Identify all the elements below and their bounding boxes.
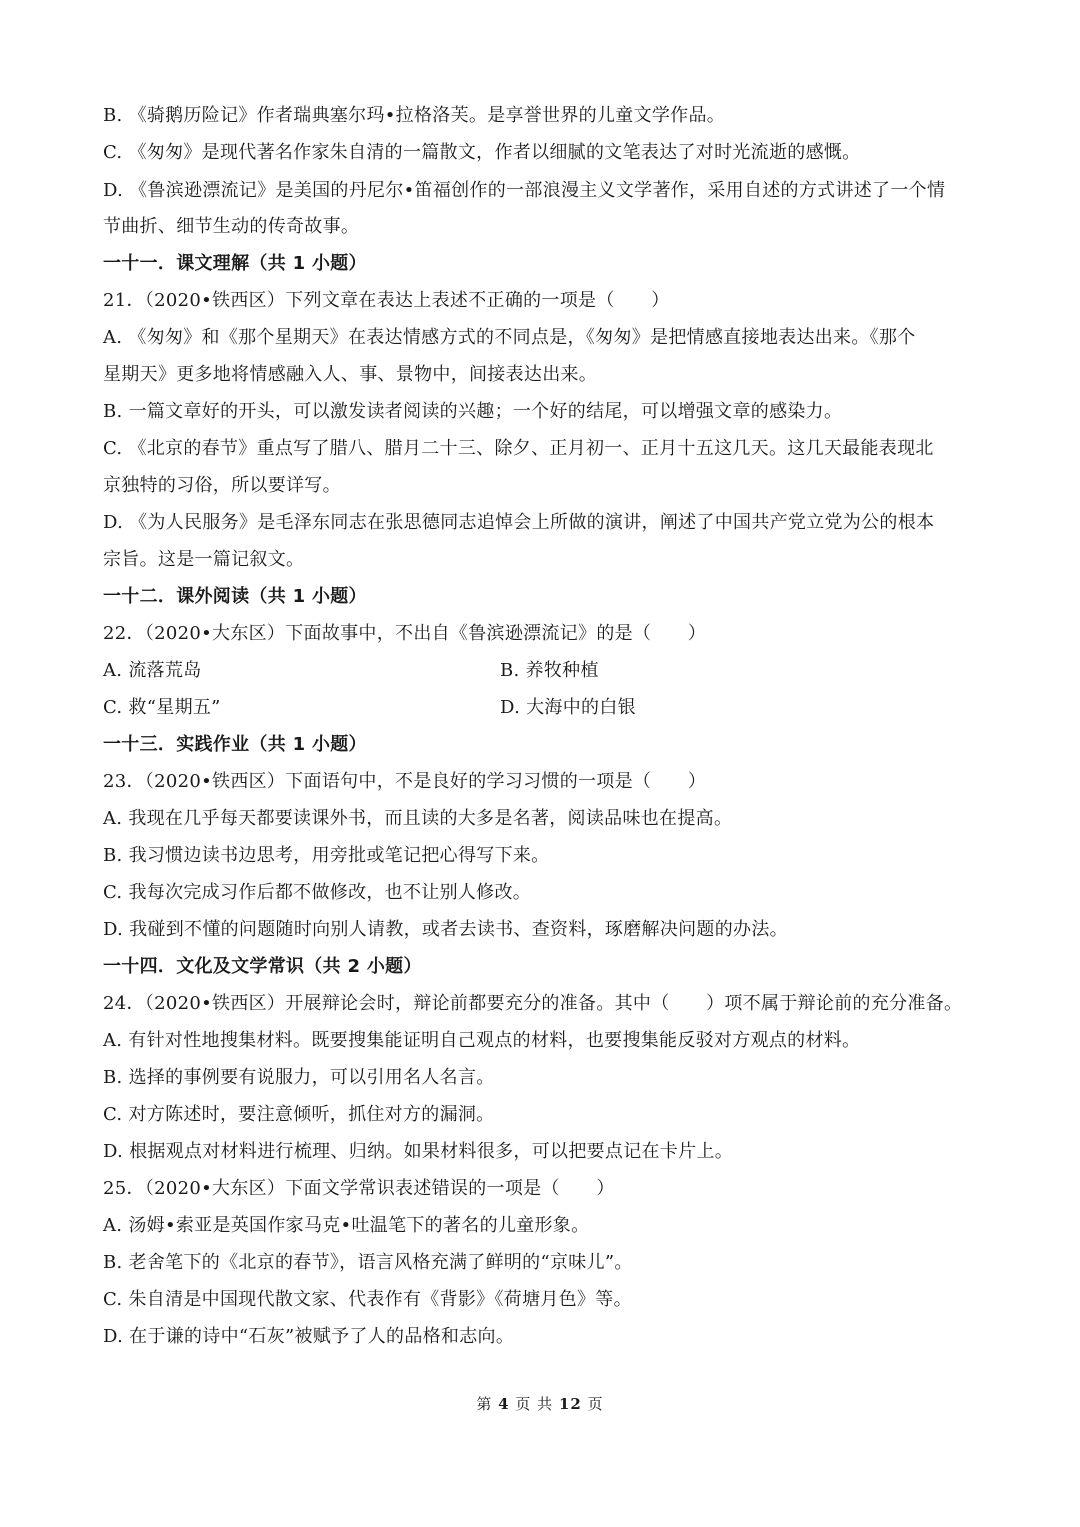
q20-option-d-line2: 节曲折、细节生动的传奇故事。	[103, 216, 360, 237]
footer-total-pages: 12	[558, 1395, 582, 1413]
q22-options-row1	[103, 658, 983, 684]
footer-middle: 页 共	[515, 1395, 554, 1413]
q21-option-a-line1: A. 《匆匆》和《那个星期天》在表达情感方式的不同点是，《匆匆》是把情感直接地表达出来。《那个	[103, 327, 916, 348]
q22-option-d: D. 大海中的白银	[500, 697, 636, 718]
q21-option-a-line2: 星期天》更多地将情感融入人、事、景物中，间接表达出来。	[103, 364, 598, 385]
q23-option-a: A. 我现在几乎每天都要读课外书，而且读的大多是名著，阅读品味也在提高。	[103, 808, 733, 829]
q20-option-d-line1: D. 《鲁滨逊漂流记》是美国的丹尼尔•笛福创作的一部浪漫主义文学著作，采用自述的方式讲述了一个情	[103, 180, 946, 201]
page-footer	[0, 1393, 1080, 1414]
q24-option-a: A. 有针对性地搜集材料。既要搜集能证明自己观点的材料，也要搜集能反驳对方观点的材料。	[103, 1030, 861, 1051]
q25-option-a: A. 汤姆•索亚是英国作家马克•吐温笔下的著名的儿童形象。	[103, 1215, 590, 1236]
footer-page-number: 4	[498, 1395, 510, 1413]
q21-option-d-line1: D. 《为人民服务》是毛泽东同志在张思德同志追悼会上所做的演讲，阐述了中国共产党立党为公的根本	[103, 512, 935, 533]
footer-suffix: 页	[587, 1395, 604, 1413]
footer-prefix: 第	[476, 1395, 493, 1413]
q23-option-d: D. 我碰到不懂的问题随时向别人请教，或者去读书、查资料，琢磨解决问题的办法。	[103, 919, 788, 940]
section-heading-14: 一十四．文化及文学常识（共 2 小题）	[103, 956, 422, 977]
q24-option-c: C. 对方陈述时，要注意倾听，抓住对方的漏洞。	[103, 1104, 495, 1125]
q23-option-b: B. 我习惯边读书边思考，用旁批或笔记把心得写下来。	[103, 845, 550, 866]
q20-option-b: B. 《骑鹅历险记》作者瑞典塞尔玛•拉格洛芙。是享誉世界的儿童文学作品。	[103, 105, 726, 126]
q25-option-c: C. 朱自清是中国现代散文家、代表作有《背影》《荷塘月色》等。	[103, 1289, 632, 1310]
q21-option-c-line1: C. 《北京的春节》重点写了腊八、腊月二十三、除夕、正月初一、正月十五这几天。这几天最能表现北	[103, 438, 934, 459]
q25-option-b: B. 老舍笔下的《北京的春节》，语言风格充满了鲜明的“京味儿”。	[103, 1252, 633, 1273]
q23-option-c: C. 我每次完成习作后都不做修改，也不让别人修改。	[103, 882, 532, 903]
q24-question: 24．（2020•铁西区）开展辩论会时，辩论前都要充分的准备。其中（ ）项不属于辩论前的充分准备。	[103, 993, 963, 1014]
q24-option-d: D. 根据观点对材料进行梳理、归纳。如果材料很多，可以把要点记在卡片上。	[103, 1141, 734, 1162]
q22-option-c: C. 救“星期五”	[103, 697, 221, 718]
q21-question: 21．（2020•铁西区）下列文章在表达上表述不正确的一项是（ ）	[103, 290, 670, 311]
q24-option-b: B. 选择的事例要有说服力，可以引用名人名言。	[103, 1067, 495, 1088]
q23-question: 23．（2020•铁西区）下面语句中，不是良好的学习习惯的一项是（ ）	[103, 771, 707, 792]
q22-options-row2	[103, 695, 983, 721]
section-heading-11: 一十一．课文理解（共 1 小题）	[103, 253, 367, 274]
q21-option-d-line2: 宗旨。这是一篇记叙文。	[103, 549, 305, 570]
q21-option-c-line2: 京独特的习俗，所以要详写。	[103, 475, 341, 496]
q25-question: 25．（2020•大东区）下面文学常识表述错误的一项是（ ）	[103, 1178, 615, 1199]
q20-option-c: C. 《匆匆》是现代著名作家朱自清的一篇散文，作者以细腻的文笔表达了对时光流逝的感慨。	[103, 142, 861, 163]
q22-option-b: B. 养牧种植	[500, 660, 599, 681]
section-heading-13: 一十三．实践作业（共 1 小题）	[103, 734, 367, 755]
q21-option-b: B. 一篇文章好的开头，可以激发读者阅读的兴趣；一个好的结尾，可以增强文章的感染力。	[103, 401, 843, 422]
section-heading-12: 一十二．课外阅读（共 1 小题）	[103, 586, 367, 607]
q22-option-a: A. 流落荒岛	[103, 660, 202, 681]
q22-question: 22．（2020•大东区）下面故事中，不出自《鲁滨逊漂流记》的是（ ）	[103, 623, 707, 644]
q25-option-d: D. 在于谦的诗中“石灰”被赋予了人的品格和志向。	[103, 1326, 515, 1347]
